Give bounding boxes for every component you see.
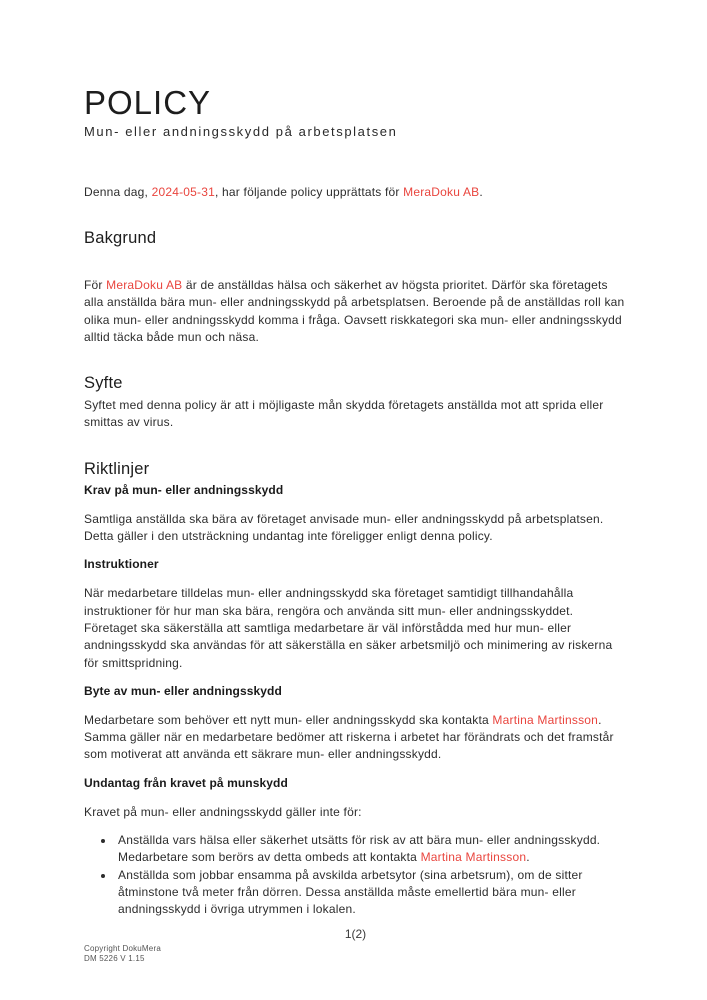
paragraph bbox=[84, 585, 627, 671]
text-run: är de anställdas hälsa och säkerhet av högsta prioritet. Därför ska företagets alla anställda bära mun- eller andningsskydd på arbetsplatsen. Beroende på de anställdas roll kan olika mun- eller andningsskydd komma i fråga. Oavsett riskkategori ska mun- eller andningsskydd alltid täcka både mun och näsa. bbox=[84, 278, 625, 344]
page-number: 1(2) bbox=[344, 926, 367, 941]
text-run: Kravet på mun- eller andningsskydd gäller inte för: bbox=[84, 804, 362, 819]
subheading: Byte av mun- eller andningsskydd bbox=[84, 683, 282, 698]
paragraph bbox=[84, 712, 627, 764]
red-text-run: Martina Martinsson bbox=[420, 850, 527, 865]
section-heading: Syfte bbox=[84, 374, 123, 393]
paragraph bbox=[84, 397, 627, 432]
paragraph bbox=[84, 804, 627, 821]
list-item bbox=[115, 867, 627, 919]
subheading: Krav på mun- eller andningsskydd bbox=[84, 482, 284, 497]
text-run: . bbox=[526, 850, 530, 865]
footer-copyright: Copyright DokuMera bbox=[84, 943, 161, 953]
text-run: , har följande policy upprättats för bbox=[214, 185, 404, 199]
red-text-run: Martina Martinsson bbox=[492, 712, 599, 727]
text-run: . Samma gäller när en medarbetare bedömer att riskerna i arbetet har förändrats och det framstår som motiverat att använda ett säkrare mun- eller andningsskydd. bbox=[84, 712, 614, 762]
document-subtitle: Mun- eller andningsskydd på arbetsplatsen bbox=[84, 124, 398, 139]
section-syfte bbox=[84, 373, 627, 432]
subheading: Instruktioner bbox=[84, 557, 159, 572]
red-text-run: MeraDoku AB bbox=[106, 278, 183, 292]
text-run: För bbox=[84, 278, 107, 292]
section-riktlinjer bbox=[84, 459, 627, 919]
text-run: När medarbetare tilldelas mun- eller andningsskydd ska företaget samtidigt tillhandahålla instruktioner för hur man ska bära, rengöra och använda sitt mun- eller andningsskyddet. Företaget ska säkerställa att samtliga medarbetare är väl införstådda med hur mun- eller andningsskydd ska användas för att säkerställa en säker arbetsmiljö och minimering av riskerna för smittspridning. bbox=[84, 586, 613, 670]
exceptions-list bbox=[84, 832, 627, 918]
text-run: Samtliga anställda ska bära av företaget anvisade mun- eller andningsskydd på arbetsplatsen. Detta gäller i den utsträckning undantag inte föreligger enligt denna policy. bbox=[84, 511, 604, 544]
spacer bbox=[84, 248, 627, 264]
text-run: Syftet med denna policy är att i möjligaste mån skydda företagets anställda mot att sprida eller smittas av virus. bbox=[84, 398, 604, 430]
list-item bbox=[115, 832, 627, 867]
text-run: Anställda vars hälsa eller säkerhet utsätts för risk av att bära mun- eller andningsskydd. Medarbetare som berörs av detta ombeds att kontakta bbox=[118, 833, 601, 865]
paragraph bbox=[84, 511, 627, 546]
document-content bbox=[0, 86, 707, 965]
document-body bbox=[84, 228, 627, 919]
text-run: . bbox=[479, 185, 483, 199]
red-text-run: MeraDoku AB bbox=[403, 185, 480, 199]
footer-doc-id: DM 5226 V 1.15 bbox=[84, 954, 145, 964]
document-title: POLICY bbox=[84, 84, 212, 121]
subheading: Undantag från kravet på munskydd bbox=[84, 775, 288, 790]
text-run: Denna dag, bbox=[84, 185, 152, 199]
red-text-run: 2024-05-31 bbox=[151, 185, 215, 199]
section-heading: Riktlinjer bbox=[84, 459, 150, 478]
paragraph bbox=[84, 277, 627, 346]
footer bbox=[84, 944, 627, 965]
section-bakgrund bbox=[84, 228, 627, 346]
text-run: Medarbetare som behöver ett nytt mun- eller andningsskydd ska kontakta bbox=[84, 712, 493, 727]
section-heading: Bakgrund bbox=[84, 229, 157, 247]
text-run: Anställda som jobbar ensamma på avskilda arbetsytor (sina arbetsrum), om de sitter åtminstone två meter från dörren. Dessa anställda måste emellertid bära mun- eller andningsskydd i övriga utrymmen i lokalen. bbox=[118, 867, 583, 917]
intro-line bbox=[84, 184, 627, 201]
